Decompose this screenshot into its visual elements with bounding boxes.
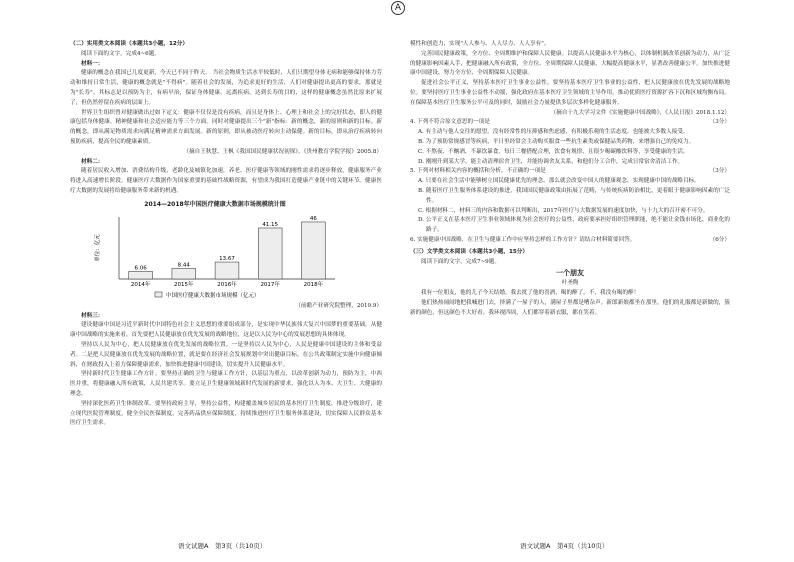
chart-title: 2014—2018年中国医疗健康大数据市场规模统计图 (144, 200, 286, 208)
question-4-option-c: C. 不熬夜、不酗酒、不暴饮暴食，每日三餐搭配合理，饮食有规律，且很少喝碳酸饮料等，享受健康的生活。 (418, 148, 689, 155)
x-tick-label: 2016年 (217, 281, 237, 288)
continued-paragraph: 模性和创造力，实现"人人参与、人人尽力、人人享有"。 (410, 41, 550, 47)
question-5-option-a: A. 只要在社会生活中能够树立国民健康优先的理念，那么就会改变中国人的健康观念，实现健康中国的战略目标。 (418, 178, 700, 185)
story-author: 叶圣陶 (561, 280, 579, 287)
data-label: 8.44 (177, 262, 190, 269)
story-paragraph: 他们热热闹闹地把我喊进门去，挤满了一屋子的人，满屋子里都是嘈杂声。新郎新娘都坐在那里，他们的礼服都是新做的，簇新的颜色，但这颜色不大好看。我环视四周，人们都穿着新衣服，都在笑着。 (410, 299, 730, 316)
data-label: 6.06 (134, 265, 147, 272)
continued-paragraph: 完善国民健康政策，全方位、全周期维护和保障人民健康。以提高人民健康水平为核心，以体制机制改革创新为动力，从广泛的健康影响因素入手，把健康融入所有政策，全方位、全周期保障人民健康，大幅提高健康水平，显著改善健康公平。加快推进健康中国建设，努力全方位、全周期保障人民健康。 (410, 50, 730, 77)
chart-bar (258, 228, 282, 279)
material-1-source: （摘自王秋慧、王枫《我国国民健康状况初探》，《贵州教育学院学报》2005.8） (183, 148, 382, 155)
material-3-paragraph: 坚持新时代卫生健康工作方针。要坚持正确的卫生与健康工作方针，以基层为重点，以改革创新为动力，预防为主，中西医并重，将健康融入所有政策，人民共建共享。要立足卫生健康领域新时代发展的新要求，强化以人为本、大卫生、大健康的理念。 (70, 371, 382, 397)
chart-bar (215, 262, 239, 279)
material-2-title: 材料二： (81, 158, 104, 165)
story-paragraph: 我有一位朋友，他的儿子今天结婚。我去扰了他的喜酒，喝的醉了。不，我没有喝的醉！ (421, 289, 640, 296)
y-axis-label: 单位：亿元 (95, 233, 101, 262)
legend-swatch (155, 292, 162, 297)
question-4-option-a: A. 有主动与他人交往的愿望，没有经常性的压抑感和焦虑感，有积极乐观的生活态度，也能被大多数人接受。 (418, 129, 689, 136)
question-4-stem: 4. 下列不符合原文意思的一项是 (410, 119, 490, 126)
question-5-option-d: D. 公平正义在基本医疗卫生事业领域体现为社会医疗的公益性，政府要承担好组织管理职能，绝不能让金钱市场化、商业化的路子。 (418, 217, 730, 234)
question-4 (410, 118, 730, 128)
material-3-title: 材料三： (81, 312, 104, 319)
question-5-option-c: C. 根据材料二，材料三的内容和数据可以判断出，2017年医疗与大数据发展的速度加快，与十九大的召开密不可分。 (418, 207, 709, 214)
chart-canvas (85, 213, 345, 301)
chart-bar (129, 271, 153, 279)
data-label: 13.67 (219, 255, 235, 262)
material-2-paragraph: 随着居民收入增加、消费结构升级，老龄化及城镇化加速，养老、医疗健康等领域的刚性需求将逐步释放，健康服务产业将进入高速增长阶段。健康医疗大数据作为国家重要的基础性战略资源，有望成为我国打造健康产业链中的关键环节。健康医疗大数据的发展将给健康服务带来新的机遇。 (70, 168, 382, 194)
chart-bar (172, 268, 196, 278)
question-5-score: （3分） (709, 168, 730, 175)
legend-label: 中国医疗健康大数据市场规模（亿元） (166, 292, 260, 299)
material-1-paragraph: 世界卫生组织曾对健康做出过如下定义：健康不仅仅是没有疾病，而且是身体上、心理上和社会上的完好状态，即人的健康包括身体健康、精神健康和社会适应能力等三个方面。同时对健康提出三个"新"指标：新的概念，新的原则和新的目标。新的概念，即从满足物质需求向满足精神需求方面发展。新的原则，即从被动医疗转向主动保健。新的目标，即从治疗疾病转向预防疾病，提高全民的健康素质。 (70, 109, 382, 145)
instruction: 阅读下面的文字，完成7~9题。 (421, 258, 500, 265)
material-2-source: （前瞻产业研究院整理，2019.9） (295, 302, 382, 309)
chart-bar (302, 222, 326, 279)
question-6-stem: 6. 实施健康中国战略，在卫生与健康工作中应坚持怎样的工作方针？请结合材料简要回答。 (410, 236, 636, 243)
bar-chart (85, 200, 345, 300)
page-footer-left: 语文试题A 第3页（共10页） (178, 542, 267, 550)
data-label: 46 (309, 215, 317, 222)
question-6-score: （6分） (709, 236, 730, 243)
instruction: 阅读下面的文字，完成4~6题。 (81, 50, 160, 57)
question-5-option-b: B. 随着医疗卫生服务体系建设的推进，我国国民健康政策由拓展了范畴，与传统疾病防治相比，更着眼于健康影响因素的广泛性。 (418, 187, 730, 204)
question-4-score: （3分） (709, 119, 730, 126)
left-column (70, 40, 382, 429)
continued-source: （摘自十九大学习文件《实施健康中国战略》，《人民日报》2018.1.12） (550, 109, 730, 116)
x-tick-label: 2017年 (260, 281, 280, 288)
x-tick-label: 2015年 (174, 281, 194, 288)
story-title: 一个朋友 (556, 269, 584, 278)
page-footer-right: 语文试题A 第4页（共10页） (520, 542, 609, 550)
material-3-paragraph: 建设健康中国是习近平新时代中国特色社会主义思想的重要组成部分，是实现中华民族伟大复兴中国梦的重要基础。从健康中国战略的实施来看，首先要把人民健康放在优先发展的战略地位，这是以人民为中心的发展思想的具体体现。 (70, 322, 382, 339)
question-4-option-d: D. 刚刚升到某大学，能主动清理宿舍卫生，并能协调舍友关系，和他们分工合作，完成日常宿舍清洁工作。 (418, 158, 684, 165)
section-title-practical: （二）实用类文本阅读（本题共3小题，12分） (70, 41, 188, 47)
material-1-title: 材料一： (81, 60, 104, 67)
question-6 (410, 236, 730, 246)
data-label: 41.15 (262, 221, 279, 228)
continued-paragraph: 促进社会公平正义，坚持基本医疗卫生事业公益性。要坚持基本医疗卫生事业的公益性，把人民健康放在优先发展的战略地位。要坚持医疗卫生事业公益性不动摇，强化政府在基本医疗卫生领域的主导作用，推动优质医疗资源扩容下沉和区域均衡布局。在保障基本医疗卫生服务公平可及的同时，鼓励社会力量提供多层次多样化健康服务。 (410, 80, 730, 106)
section-title-literary: （三）文学类文本阅读（本题共3小题，15分） (410, 248, 528, 255)
question-5-stem: 5. 下列对材料相关内容的概括和分析，不正确的一项是 (410, 168, 546, 175)
material-3-paragraph: 坚持深化医药卫生体制改革。要坚持政府主导，坚持公益性，构建覆盖城乡居民的基本医疗卫生制度，推进分级诊疗，建立现代医院管理制度，健全全民医保制度，完善药品供应保障制度，持续推进医疗卫生服务体系建设，切实保障人民群众基本医疗卫生需求。 (70, 400, 382, 427)
x-tick-label: 2014年 (130, 281, 151, 288)
right-column (410, 40, 730, 318)
material-3-paragraph: 坚持以人民为中心，把人民健康放在优先发展的战略位置。一是坚持以人民为中心，人民是健康中国建设的主体和受益者。二是把人民健康放在优先发展的战略位置，就是要在经济社会发展规划中突出健康目标，在公共政策制定实施中向健康倾斜，在财政投入上着力保障健康需求，加快推进健康中国建设，切实提升人民健康水平。 (70, 341, 382, 368)
material-1-paragraph: 健康的概念在我国已几度更新，今天已不同于昨天。 当社会物质生活水平较低时，人们只期望身体无病和能够保持体力劳动和维持日常生活，健康的概念就是"不得病"。随着社会的发展，为追求更好的生活，人们对健康提出更高的要求，那就是为"长寿"。其标志是以预防为主，有病早治，保证身体健康，远离疾病，达到长寿的目的，这样的健康概念虽然比原来扩展了，但仍然停留在疾病的层面上。 (70, 70, 382, 106)
question-4-option-b: B. 为了预防常规感冒等疾病，平日里经常会主动购买服食一些抗生素类或保健品类药物，来增强自己的免疫力。 (418, 138, 695, 145)
question-5 (410, 167, 730, 177)
paper-version-badge: A (391, 1, 405, 15)
x-tick-label: 2018年 (303, 281, 324, 288)
